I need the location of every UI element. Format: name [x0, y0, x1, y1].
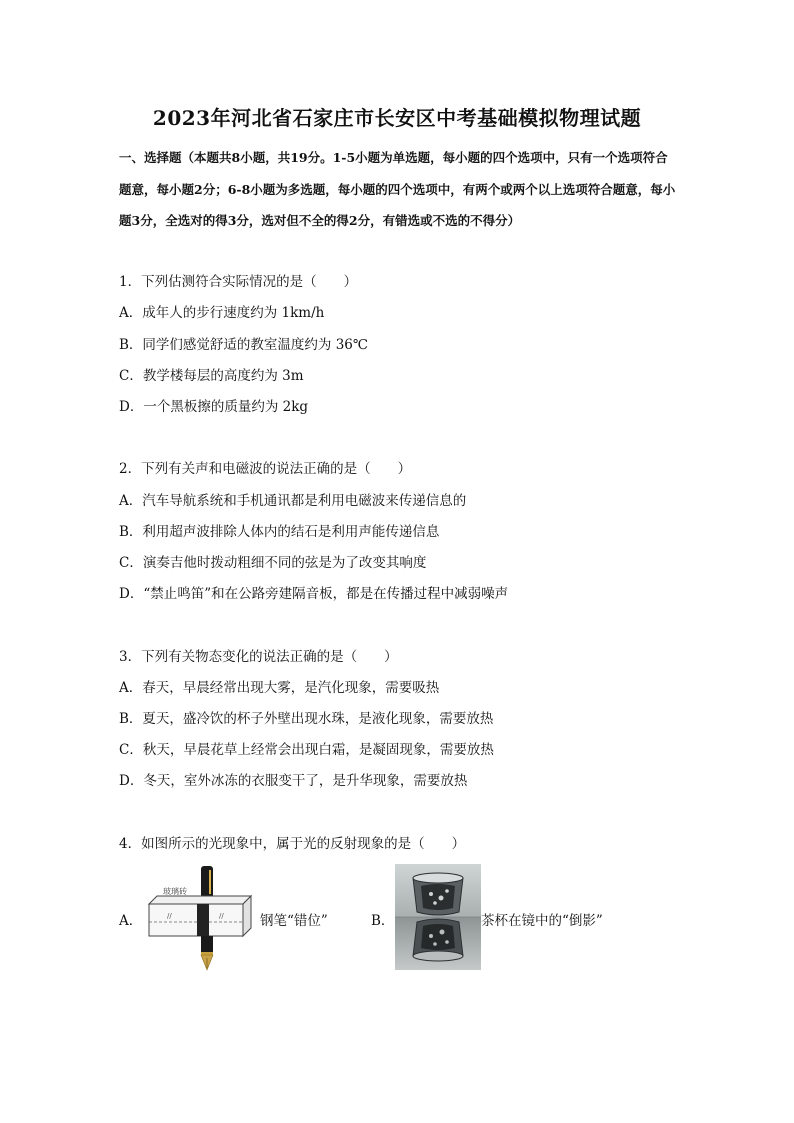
question-1-stem: 1．下列估测符合实际情况的是（ ） — [119, 274, 358, 290]
question-1-option-b[interactable]: B．同学们感觉舒适的教室温度约为 36℃ — [119, 337, 368, 353]
page-title: 2023年河北省石家庄市长安区中考基础模拟物理试题 — [152, 106, 642, 130]
svg-text://: // — [219, 912, 224, 920]
question-3-option-c[interactable]: C．秋天，早晨花草上经常会出现白霜，是凝固现象，需要放热 — [119, 742, 494, 758]
question-4-option-a-caption[interactable]: 钢笔“错位” — [260, 913, 328, 929]
question-3-stem: 3．下列有关物态变化的说法正确的是（ ） — [119, 649, 398, 665]
teacup-reflection-photo — [395, 864, 481, 970]
question-2-stem: 2．下列有关声和电磁波的说法正确的是（ ） — [119, 461, 412, 477]
question-1-option-d[interactable]: D．一个黑板擦的质量约为 2kg — [119, 399, 309, 415]
question-4-option-a-letter[interactable]: A． — [119, 913, 143, 929]
question-2-option-b[interactable]: B．利用超声波排除人体内的结石是利用声能传递信息 — [119, 524, 440, 540]
question-2-option-d[interactable]: D．“禁止鸣笛”和在公路旁建隔音板，都是在传播过程中减弱噪声 — [119, 586, 509, 602]
question-2-option-c[interactable]: C．演奏吉他时拨动粗细不同的弦是为了改变其响度 — [119, 555, 427, 571]
question-1-option-a[interactable]: A．成年人的步行速度约为 1km/h — [119, 305, 325, 321]
question-3-option-a[interactable]: A．春天，早晨经常出现大雾，是汽化现象，需要吸热 — [119, 680, 440, 696]
glass-block-pen-figure — [145, 864, 259, 972]
question-4-stem: 4．如图所示的光现象中，属于光的反射现象的是（ ） — [119, 836, 466, 852]
question-3-option-b[interactable]: B．夏天，盛冷饮的杯子外壁出现水珠，是液化现象，需要放热 — [119, 711, 494, 727]
svg-text://: // — [167, 912, 172, 920]
question-4-figure-options — [119, 864, 679, 972]
question-3-option-d[interactable]: D．冬天，室外冰冻的衣服变干了，是升华现象，需要放热 — [119, 773, 468, 789]
section-instructions: 一、选择题（本题共8小题，共19分。1-5小题为单选题，每小题的四个选项中，只有一个选项符合题意，每小题2分；6-8小题为多选题，每小题的四个选项中，有两个或两个以上选项符合题意，每小题3分，全选对的得3分，选对但不全的得2分，有错选或不选的不得分） — [119, 150, 676, 228]
question-1-option-c[interactable]: C．教学楼每层的高度约为 3m — [119, 368, 304, 384]
glass-block-label: 玻璃砖 — [163, 887, 187, 896]
question-4-option-b-caption[interactable]: 茶杯在镜中的“倒影” — [481, 913, 603, 929]
question-4-option-b-letter[interactable]: B． — [371, 913, 395, 929]
question-2-option-a[interactable]: A．汽车导航系统和手机通讯都是利用电磁波来传递信息的 — [119, 493, 467, 509]
